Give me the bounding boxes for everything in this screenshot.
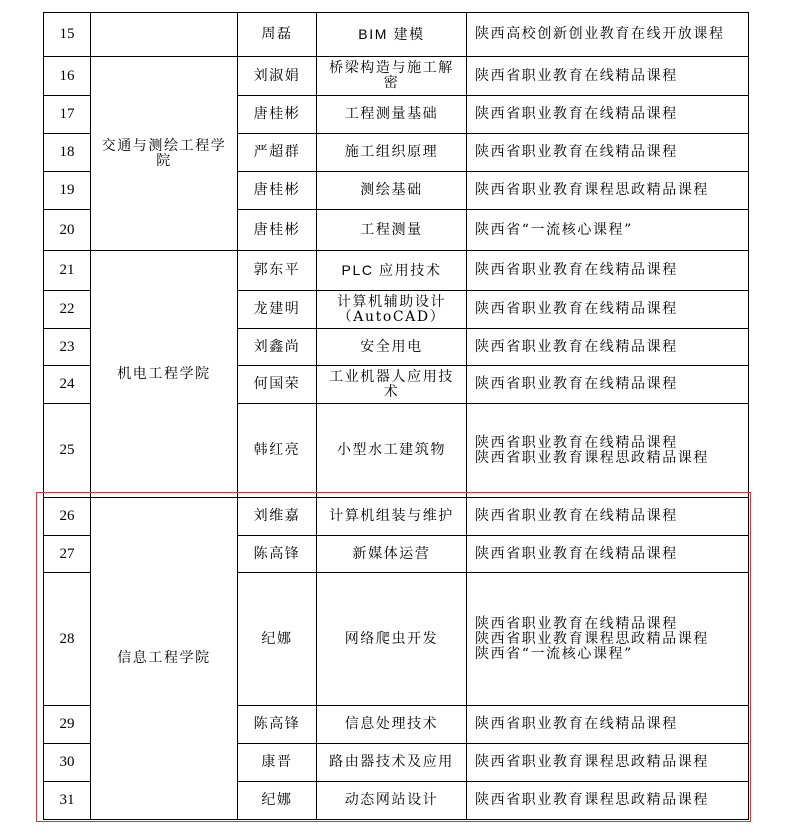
recognition-cell (467, 57, 749, 96)
row-number: 17 (44, 96, 91, 134)
course-cell: 新媒体运营 (317, 536, 467, 573)
row-number: 30 (44, 744, 91, 782)
course-cell: BIM 建模 (317, 13, 467, 57)
row-number: 24 (44, 366, 91, 404)
recognition-cell (467, 329, 749, 366)
course-cell: 信息处理技术 (317, 706, 467, 744)
recognition-line: 陕西省“一流核心课程” (475, 221, 633, 238)
recognition-line: 陕西省职业教育在线精品课程 (475, 67, 678, 84)
teacher-cell: 刘维嘉 (238, 498, 317, 536)
course-cell: 小型水工建筑物 (317, 404, 467, 498)
recognition-cell (467, 744, 749, 782)
row-number: 31 (44, 782, 91, 820)
recognition-line: 陕西省职业教育在线精品课程 (475, 716, 678, 732)
teacher-cell: 唐桂彬 (238, 96, 317, 134)
teacher-cell: 康晋 (238, 744, 317, 782)
teacher-cell: 周磊 (238, 13, 317, 57)
recognition-line: 陕西省职业教育在线精品课程 (475, 615, 678, 632)
course-cell: 工程测量基础 (317, 96, 467, 134)
course-cell: 工程测量 (317, 210, 467, 251)
recognition-cell (467, 366, 749, 404)
recognition-cell (467, 251, 749, 291)
recognition-line: 陕西高校创新创业教育在线开放课程 (475, 26, 725, 42)
table-row (44, 57, 749, 96)
course-table (43, 12, 749, 820)
recognition-line: 陕西省职业教育在线精品课程 (475, 301, 678, 317)
recognition-line: 陕西省职业教育在线精品课程 (475, 545, 678, 562)
teacher-cell: 纪娜 (238, 782, 317, 820)
teacher-cell: 严超群 (238, 134, 317, 172)
recognition-cell (467, 291, 749, 329)
recognition-line: 陕西省职业教育课程思政精品课程 (475, 449, 709, 466)
recognition-cell (467, 536, 749, 573)
recognition-cell (467, 573, 749, 706)
row-number: 16 (44, 57, 91, 96)
recognition-cell (467, 134, 749, 172)
recognition-cell (467, 498, 749, 536)
recognition-line: 陕西省职业教育课程思政精品课程 (475, 630, 709, 647)
college-cell: 交通与测绘工程学院 (91, 57, 238, 251)
row-number: 20 (44, 210, 91, 251)
teacher-cell: 纪娜 (238, 573, 317, 706)
row-number: 26 (44, 498, 91, 536)
course-cell: 施工组织原理 (317, 134, 467, 172)
recognition-line: 陕西省职业教育在线精品课程 (475, 144, 678, 160)
recognition-line: 陕西省职业教育课程思政精品课程 (475, 792, 709, 808)
recognition-line: 陕西省职业教育在线精品课程 (475, 338, 678, 355)
table-row (44, 498, 749, 536)
college-cell: 信息工程学院 (91, 498, 238, 820)
course-cell: 安全用电 (317, 329, 467, 366)
teacher-cell: 唐桂彬 (238, 210, 317, 251)
teacher-cell: 刘鑫尚 (238, 329, 317, 366)
recognition-line: 陕西省“一流核心课程” (475, 645, 633, 662)
college-cell: 机电工程学院 (91, 251, 238, 498)
recognition-cell (467, 782, 749, 820)
college-cell (91, 13, 238, 57)
row-number: 28 (44, 573, 91, 706)
course-cell: PLC 应用技术 (317, 251, 467, 291)
recognition-line: 陕西省职业教育在线精品课程 (475, 508, 678, 524)
course-cell: 网络爬虫开发 (317, 573, 467, 706)
course-cell: 动态网站设计 (317, 782, 467, 820)
course-cell: 计算机辅助设计（AutoCAD） (317, 291, 467, 329)
course-cell: 路由器技术及应用 (317, 744, 467, 782)
teacher-cell: 唐桂彬 (238, 172, 317, 210)
row-number: 29 (44, 706, 91, 744)
teacher-cell: 陈高锋 (238, 706, 317, 744)
course-cell: 工业机器人应用技术 (317, 366, 467, 404)
teacher-cell: 韩红亮 (238, 404, 317, 498)
table-row (44, 251, 749, 291)
teacher-cell: 刘淑娟 (238, 57, 317, 96)
row-number: 27 (44, 536, 91, 573)
teacher-cell: 何国荣 (238, 366, 317, 404)
recognition-line: 陕西省职业教育在线精品课程 (475, 262, 678, 278)
course-cell: 测绘基础 (317, 172, 467, 210)
row-number: 15 (44, 13, 91, 57)
row-number: 21 (44, 251, 91, 291)
recognition-line: 陕西省职业教育在线精品课程 (475, 376, 678, 392)
recognition-cell (467, 706, 749, 744)
row-number: 19 (44, 172, 91, 210)
row-number: 22 (44, 291, 91, 329)
course-cell: 桥梁构造与施工解密 (317, 57, 467, 96)
course-cell: 计算机组装与维护 (317, 498, 467, 536)
recognition-cell (467, 13, 749, 57)
recognition-line: 陕西省职业教育课程思政精品课程 (475, 754, 709, 770)
row-number: 25 (44, 404, 91, 498)
recognition-cell (467, 210, 749, 251)
teacher-cell: 龙建明 (238, 291, 317, 329)
recognition-cell (467, 172, 749, 210)
recognition-cell (467, 404, 749, 498)
teacher-cell: 陈高锋 (238, 536, 317, 573)
recognition-cell (467, 96, 749, 134)
table-row (44, 13, 749, 57)
recognition-line: 陕西省职业教育在线精品课程 (475, 434, 678, 451)
row-number: 18 (44, 134, 91, 172)
teacher-cell: 郭东平 (238, 251, 317, 291)
recognition-line: 陕西省职业教育在线精品课程 (475, 106, 678, 122)
recognition-line: 陕西省职业教育课程思政精品课程 (475, 182, 709, 198)
row-number: 23 (44, 329, 91, 366)
